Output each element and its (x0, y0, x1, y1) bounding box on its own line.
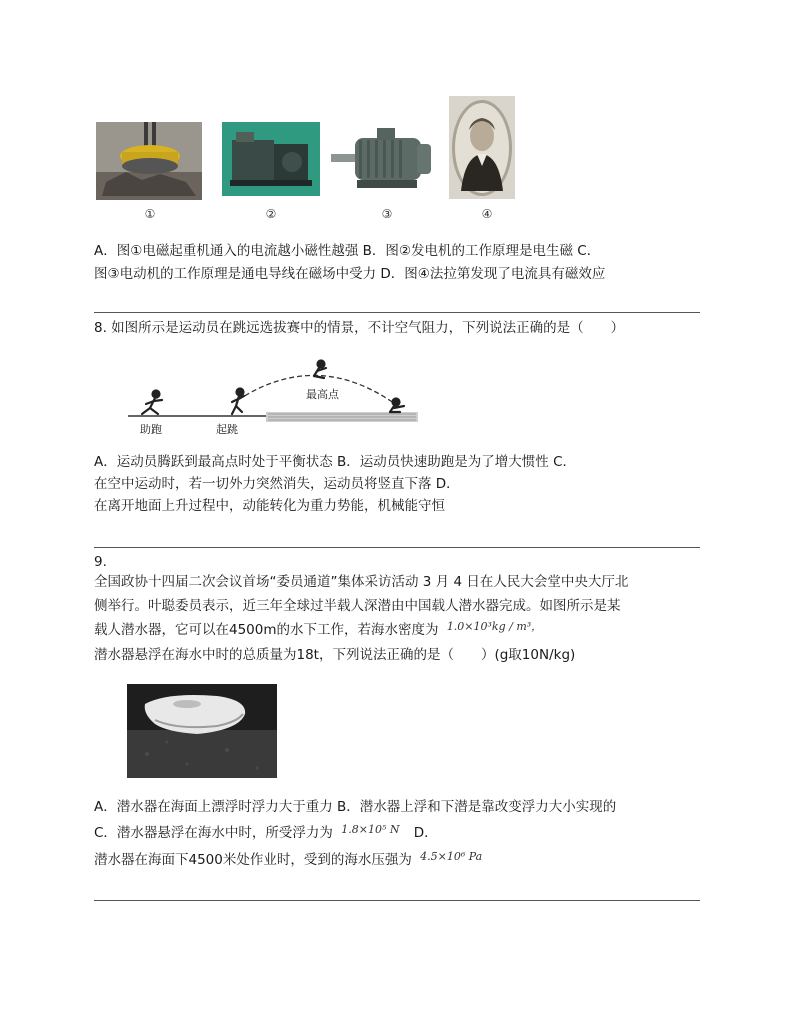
image-caption-3: ③ (381, 207, 393, 221)
label-take-off: 起跳 (216, 423, 238, 436)
electric-motor-photo (329, 124, 437, 194)
q9-stem-line-4: 潜水器悬浮在海水中时的总质量为18t，下列说法正确的是（ ）(g取10N/kg) (94, 647, 576, 663)
label-highest-point: 最高点 (306, 388, 339, 401)
q9-option-d-text: 潜水器在海面下4500米处作业时，受到的海水压强为 (94, 852, 412, 868)
electromagnet-crane-photo (96, 122, 202, 200)
q8-option-line-2: 在空中运动时，若一切外力突然消失，运动员将竖直下落 D． (94, 476, 460, 492)
image-caption-1: ① (144, 207, 156, 221)
q9-stem-line-2: 侧举行。叶聪委员表示，近三年全球过半载人深潜由中国载人潜水器完成。如图所示是某 (94, 598, 621, 614)
q8-option-line-3: 在离开地面上升过程中，动能转化为重力势能，机械能守恒 (94, 498, 445, 514)
divider (94, 900, 700, 901)
q9-option-line-2 (94, 823, 438, 844)
q9-option-line-1: A．潜水器在海面上漂浮时浮力大于重力 B．潜水器上浮和下潜是靠改变浮力大小实现的 (94, 799, 617, 815)
long-jump-figure (128, 356, 428, 436)
divider (94, 547, 700, 548)
q9-number: 9. (94, 554, 107, 570)
q9-option-c-text: C．潜水器悬浮在海水中时，所受浮力为 (94, 825, 333, 841)
image-caption-4: ④ (481, 207, 493, 221)
q8-option-line-1: A．运动员腾跃到最高点时处于平衡状态 B．运动员快速助跑是为了增大惯性 C． (94, 454, 577, 470)
q9-stem-line-1: 全国政协十四届二次会议首场“委员通道”集体采访活动 3 月 4 日在人民大会堂中央大厅北 (94, 574, 629, 590)
q9-option-d-prefix: D． (413, 825, 438, 841)
q9-stem-line-3-text: 载人潜水器，它可以在4500m的水下工作，若海水密度为 (94, 622, 439, 638)
q7-option-line-1: A．图①电磁起重机通入的电流越小磁性越强 B．图②发电机的工作原理是电生磁 C． (94, 243, 601, 259)
image-caption-2: ② (265, 207, 277, 221)
buoyancy-force-formula: 1.8×10⁵ N (341, 823, 400, 836)
q7-option-line-2: 图③电动机的工作原理是通电导线在磁场中受力 D．图④法拉第发现了电流具有磁效应 (94, 266, 606, 282)
water-pressure-formula: 4.5×10⁶ Pa (420, 850, 483, 863)
q8-question-stem: 8. 如图所示是运动员在跳远选拔赛中的情景，不计空气阻力，下列说法正确的是（ ） (94, 320, 625, 336)
divider (94, 312, 700, 313)
faraday-portrait-photo (449, 96, 515, 199)
q9-stem-line-3 (94, 620, 542, 641)
label-run-up: 助跑 (140, 423, 162, 436)
submersible-photo (127, 684, 277, 778)
q9-option-line-3 (94, 850, 482, 871)
density-formula: 1.0×10³kg / m³， (446, 620, 543, 633)
generator-photo (222, 122, 320, 196)
